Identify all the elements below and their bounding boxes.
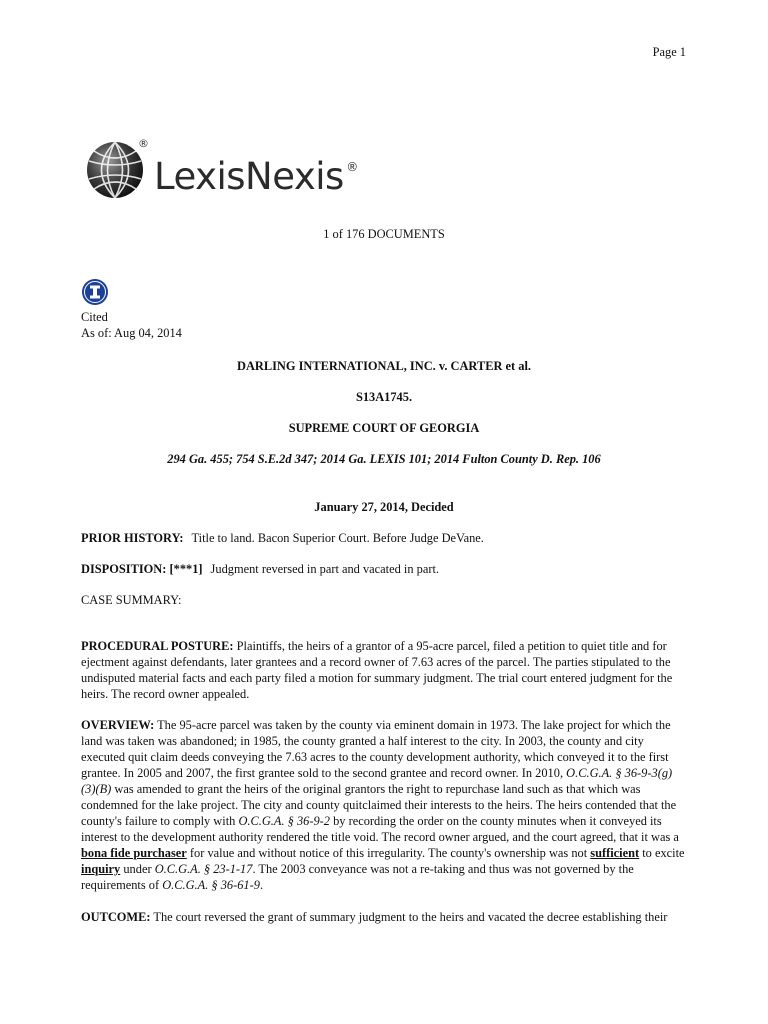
disposition: [81, 561, 685, 577]
outcome-label: OUTCOME:: [81, 910, 151, 924]
prior-history: [81, 530, 685, 546]
brand-text: LexisNexis: [154, 155, 344, 198]
search-term[interactable]: bona fide purchaser: [81, 846, 187, 860]
statute-citation[interactable]: O.C.G.A. § 36-9-3(g)(3)(B): [81, 766, 673, 796]
citation[interactable]: 754 S.E.2d 347: [236, 452, 314, 466]
overview-label: OVERVIEW:: [81, 718, 155, 732]
brand-registered-mark: ®: [346, 160, 358, 174]
citation[interactable]: 294 Ga. 455: [167, 452, 229, 466]
page-number: Page 1: [652, 45, 686, 59]
lexisnexis-logo: [86, 137, 358, 202]
prior-history-label: PRIOR HISTORY:: [81, 531, 184, 545]
overview-text: . The 2003 conveyance was not a re-taking and thus was not governed by the requirements of: [81, 862, 634, 892]
overview: [81, 717, 685, 893]
case-summary-heading: CASE SUMMARY:: [81, 593, 182, 607]
procedural-posture-text: Plaintiffs, the heirs of a grantor of a 95-acre parcel, filed a petition to quiet title and for ejectment against defendants, later grantees and a record owner of 7.63 acres of the parcel. The parties stipulated to the undisputed material facts and each party filed a motion for summary judgment. The trial court entered judgment for the heirs. The record owner appealed.: [81, 639, 673, 701]
overview-text: The 95-acre parcel was taken by the county via eminent domain in 1973. The lake project for which the land was taken was abandoned; in 1985, the county granted a half interest to the city. In 2003, the county and city executed quit claim deeds conveying the 7.63 acres to the county development authority, which conveyed it to the first grantee. In 2005 and 2007, the first grantee sold to the second grantee and record owner. In 2010,: [81, 718, 671, 780]
disposition-text: Judgment reversed in part and vacated in part.: [210, 562, 439, 576]
globe-icon: [86, 141, 144, 199]
overview-text: was amended to grant the heirs of the original grantors the right to repurchase land such as that which was condemned for the lake project. The city and county quitclaimed their interests to the heirs. The heirs contended that the county's failure to comply with: [81, 782, 677, 828]
decision-date: January 27, 2014, Decided: [314, 500, 454, 514]
statute-citation[interactable]: O.C.G.A. § 36-61-9: [162, 878, 260, 892]
info-signal-icon[interactable]: [81, 278, 109, 306]
citator-date: As of: Aug 04, 2014: [81, 326, 182, 340]
citation-separator: ;: [228, 452, 237, 466]
statute-citation[interactable]: O.C.G.A. § 23-1-17: [154, 862, 253, 876]
citation-separator: ;: [427, 452, 435, 466]
overview-text: to excite: [639, 846, 685, 860]
statute-citation[interactable]: O.C.G.A. § 36-9-2: [238, 814, 330, 828]
disposition-label: DISPOSITION:: [81, 562, 167, 576]
overview-text: under: [120, 862, 155, 876]
brand-name: [154, 155, 358, 198]
citator-status: Cited: [81, 310, 108, 324]
outcome-text: The court reversed the grant of summary judgment to the heirs and vacated the decree establishing their: [153, 910, 668, 924]
docket-number: S13A1745.: [355, 390, 413, 404]
document-count: 1 of 176 DOCUMENTS: [323, 227, 445, 241]
procedural-posture: [81, 638, 685, 702]
prior-history-text: Title to land. Bacon Superior Court. Before Judge DeVane.: [191, 531, 484, 545]
search-term[interactable]: inquiry: [81, 862, 121, 876]
citation[interactable]: 2014 Ga. LEXIS 101: [320, 452, 428, 466]
outcome: [81, 909, 685, 925]
court-name: SUPREME COURT OF GEORGIA: [288, 421, 480, 435]
overview-text: for value and without notice of this irregularity. The county's ownership was not: [186, 846, 591, 860]
citation[interactable]: 2014 Fulton County D. Rep. 106: [434, 452, 601, 466]
citation-separator: ;: [313, 452, 321, 466]
page-marker: [***1]: [169, 562, 203, 576]
registered-mark: ®: [138, 137, 149, 150]
overview-text: .: [259, 878, 264, 892]
overview-text: by recording the order on the county minutes when it conveyed its interest to the development authority rendered the title void. The record owner argued, and the court agreed, that it was a: [81, 814, 679, 844]
reporter-citations: [0, 451, 768, 467]
case-title: DARLING INTERNATIONAL, INC. v. CARTER et al.: [237, 359, 531, 373]
search-term[interactable]: sufficient: [590, 846, 640, 860]
procedural-posture-label: PROCEDURAL POSTURE:: [81, 639, 234, 653]
